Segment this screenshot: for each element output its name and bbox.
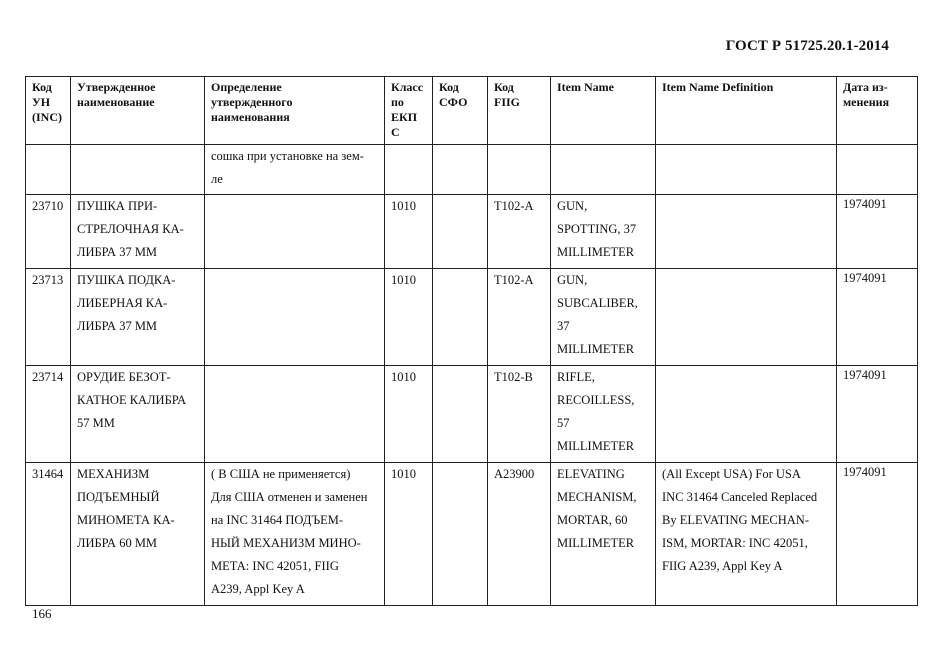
cell-inc: 23713 — [26, 269, 71, 366]
cell-sfo — [433, 463, 488, 606]
cell-item-name-definition — [656, 366, 837, 463]
cell-approved-name: МЕХАНИЗМ ПОДЪЕМНЫЙ МИНОМЕТА КА- ЛИБРА 60 ММ — [71, 463, 205, 606]
cell-change-date — [837, 145, 918, 195]
page-number: 166 — [32, 606, 52, 621]
cell-item-name-definition — [656, 145, 837, 195]
table-row — [26, 463, 918, 606]
cell-class: 1010 — [385, 366, 433, 463]
header-item-name: Item Name — [551, 77, 656, 145]
header-inc: Код УН (INC) — [26, 77, 71, 145]
cell-inc: 31464 — [26, 463, 71, 606]
cell-inc — [26, 145, 71, 195]
cell-change-date: 1974091 — [837, 366, 918, 463]
header-fiig: Код FIIG — [488, 77, 551, 145]
cell-item-name-definition: (All Except USA) For USA INC 31464 Canceled Replaced By ELEVATING MECHAN- ISM, MORTAR: INC 42051, FIIG A239, Appl Key A — [656, 463, 837, 606]
table-header-row — [26, 77, 918, 145]
header-definition: Определение утвержденного наименования — [205, 77, 385, 145]
cell-item-name: GUN, SPOTTING, 37 MILLIMETER — [551, 195, 656, 269]
cell-definition: ( В США не применяется) Для США отменен и заменен на INC 31464 ПОДЪЕМ- НЫЙ МЕХАНИЗМ МИНО- МЕТА: INC 42051, FIIG A239, Appl Key A — [205, 463, 385, 606]
cell-fiig: T102-B — [488, 366, 551, 463]
cell-change-date: 1974091 — [837, 195, 918, 269]
cell-sfo — [433, 269, 488, 366]
document-standard-code: ГОСТ Р 51725.20.1-2014 — [725, 38, 889, 54]
cell-definition: сошка при установке на зем- ле — [205, 145, 385, 195]
cell-item-name-definition — [656, 269, 837, 366]
table-row — [26, 366, 918, 463]
cell-sfo — [433, 366, 488, 463]
cell-item-name: ELEVATING MECHANISM, MORTAR, 60 MILLIMETER — [551, 463, 656, 606]
table-body — [26, 145, 918, 606]
cell-item-name: GUN, SUBCALIBER, 37 MILLIMETER — [551, 269, 656, 366]
cell-class: 1010 — [385, 463, 433, 606]
cell-sfo — [433, 195, 488, 269]
cell-item-name-definition — [656, 195, 837, 269]
cell-approved-name: ОРУДИЕ БЕЗОТ- КАТНОЕ КАЛИБРА 57 ММ — [71, 366, 205, 463]
cell-class: 1010 — [385, 269, 433, 366]
header-sfo: Код СФО — [433, 77, 488, 145]
cell-class — [385, 145, 433, 195]
cell-inc: 23710 — [26, 195, 71, 269]
header-item-name-definition: Item Name Definition — [656, 77, 837, 145]
header-class: Класс по ЕКП С — [385, 77, 433, 145]
cell-fiig: A23900 — [488, 463, 551, 606]
cell-fiig — [488, 145, 551, 195]
cell-item-name: RIFLE, RECOILLESS, 57 MILLIMETER — [551, 366, 656, 463]
cell-definition — [205, 195, 385, 269]
table-row — [26, 195, 918, 269]
cell-item-name — [551, 145, 656, 195]
cell-approved-name: ПУШКА ПРИ- СТРЕЛОЧНАЯ КА- ЛИБРА 37 ММ — [71, 195, 205, 269]
table-header — [26, 77, 918, 145]
cell-fiig: T102-A — [488, 195, 551, 269]
cell-fiig: T102-A — [488, 269, 551, 366]
cell-approved-name: ПУШКА ПОДКА- ЛИБЕРНАЯ КА- ЛИБРА 37 ММ — [71, 269, 205, 366]
cell-sfo — [433, 145, 488, 195]
cell-approved-name — [71, 145, 205, 195]
cell-definition — [205, 269, 385, 366]
cell-definition — [205, 366, 385, 463]
cell-inc: 23714 — [26, 366, 71, 463]
cell-change-date: 1974091 — [837, 463, 918, 606]
cell-class: 1010 — [385, 195, 433, 269]
table-row — [26, 145, 918, 195]
table-row — [26, 269, 918, 366]
header-change-date: Дата из- менения — [837, 77, 918, 145]
item-name-registry-table — [25, 76, 918, 606]
cell-change-date: 1974091 — [837, 269, 918, 366]
header-approved-name: Утвержденное наименование — [71, 77, 205, 145]
